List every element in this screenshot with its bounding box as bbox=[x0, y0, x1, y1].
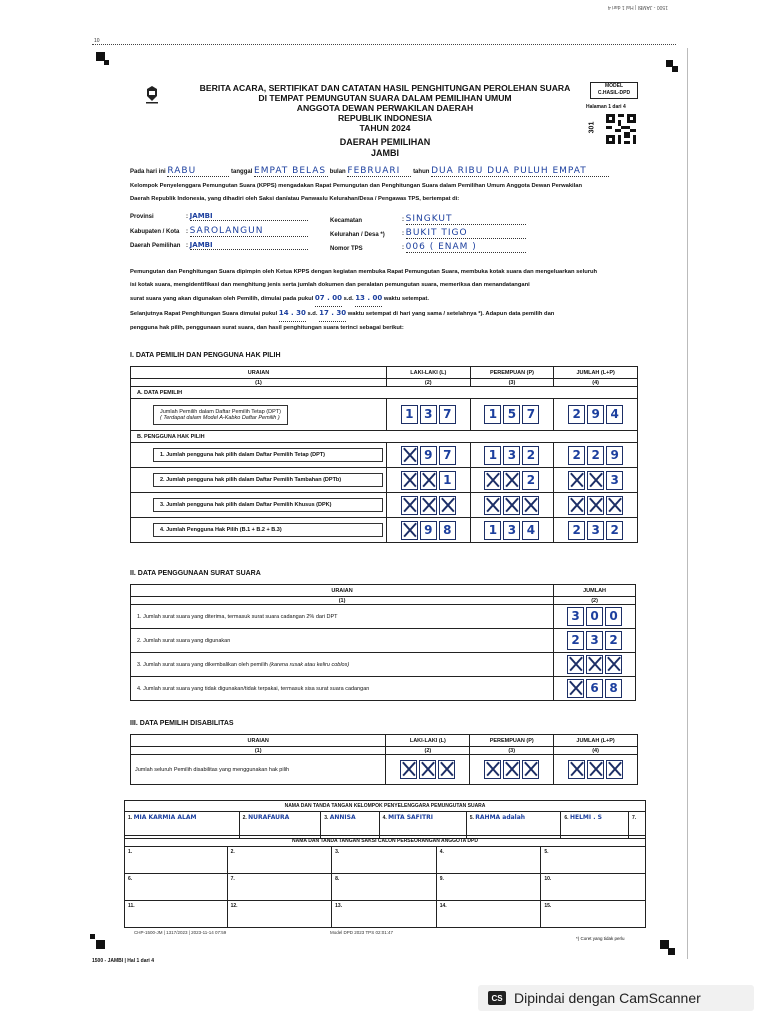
kabupaten-value: SAROLANGUN bbox=[189, 226, 264, 236]
saksi-cell: 1. bbox=[125, 847, 228, 874]
date-line bbox=[130, 166, 609, 177]
col-number-3: (3) bbox=[470, 379, 554, 387]
kpps-number: 3. bbox=[324, 815, 329, 821]
procedure-line-1: Pemungutan dan Penghitungan Suara dipimpin oleh Ketua KPPS dengan kegiatan membuka Rapat Pemungutan Suara, membuka kotak suara dan mengeluarkan seluruh bbox=[130, 269, 598, 275]
b4-perempuan-cells bbox=[470, 518, 554, 543]
b2-jumlah-cells bbox=[554, 468, 638, 493]
signature-table bbox=[124, 800, 646, 839]
registration-mark-bl bbox=[96, 940, 105, 949]
digit-cell: 4 bbox=[606, 405, 623, 424]
b3-perempuan-cells bbox=[470, 493, 554, 518]
saksi-cell: 3. bbox=[332, 847, 437, 874]
procedure-line-5: pengguna hak pilih, penggunaan surat suara, dan hasil penghitungan suara terinci sebagai berikut: bbox=[130, 325, 404, 331]
procedure-line-3-prefix: surat suara yang akan digunakan oleh Pemilih, dimulai pada pukul bbox=[130, 296, 314, 302]
procedure-line-4 bbox=[130, 307, 640, 322]
ballot-row-2-cells bbox=[554, 629, 636, 653]
header-line-2: DI TEMPAT PEMUNGUTAN SUARA DALAM PEMILIHAN UMUM bbox=[258, 93, 512, 103]
b2-label: 2. Jumlah pengguna hak pilih dalam Daftar Pemilih Tambahan (DPTb) bbox=[153, 473, 383, 487]
section-1-title: I. DATA PEMILIH DAN PENGGUNA HAK PILIH bbox=[130, 352, 281, 359]
b1-perempuan-cells bbox=[470, 443, 554, 468]
footer-doc-code: CHP-1500-JM | 1317/2023 | 2023-11-14 07:59 bbox=[134, 930, 227, 935]
kpps-name: HELMI . S bbox=[569, 814, 602, 821]
digit-cell bbox=[605, 655, 622, 674]
tahun-label: tahun bbox=[413, 169, 430, 175]
digit-cell bbox=[606, 496, 623, 515]
procedure-line-3 bbox=[130, 292, 640, 307]
saksi-signature-title: NAMA DAN TANDA TANGAN SAKSI CALON PERSEORANGAN ANGGOTA DPD bbox=[125, 836, 646, 847]
dpt-row-label bbox=[131, 399, 387, 431]
col-number-1: (1) bbox=[131, 379, 387, 387]
digit-cell bbox=[606, 760, 623, 779]
digit-cell: 8 bbox=[605, 679, 622, 698]
tps-value: 006 ( ENAM ) bbox=[405, 242, 477, 252]
kpps-name: MITA SAFITRI bbox=[388, 814, 433, 821]
footer-mid-code: Model DPD 2023 TPS 02:01:47 bbox=[330, 930, 393, 935]
kpps-name: ANNISA bbox=[329, 814, 356, 821]
saksi-cell: 11. bbox=[125, 901, 228, 928]
side-code: 301 bbox=[588, 121, 596, 134]
col-jumlah: JUMLAH (L+P) bbox=[554, 367, 638, 379]
b3-row-label bbox=[131, 493, 387, 518]
digit-cell: 1 bbox=[484, 405, 501, 424]
col-laki: LAKI-LAKI (L) bbox=[386, 367, 470, 379]
b4-label: 4. Jumlah Pengguna Hak Pilih (B.1 + B.2 + B.3) bbox=[153, 523, 383, 537]
digit-cell bbox=[503, 471, 520, 490]
kpps-number: 1. bbox=[128, 815, 133, 821]
digit-cell: 1 bbox=[439, 471, 456, 490]
digit-cell: 9 bbox=[606, 446, 623, 465]
digit-cell: 0 bbox=[605, 607, 622, 626]
saksi-cell: 13. bbox=[332, 901, 437, 928]
b2-perempuan-cells bbox=[470, 468, 554, 493]
digit-cell bbox=[568, 760, 585, 779]
col-uraian-2: URAIAN bbox=[131, 585, 554, 597]
col-jumlah-2: JUMLAH bbox=[554, 585, 636, 597]
sd-1: s.d. bbox=[343, 296, 354, 302]
tps-label: Nomor TPS bbox=[330, 246, 363, 252]
digit-cell bbox=[586, 655, 603, 674]
ballot-row-2-label: 2. Jumlah surat suara yang digunakan bbox=[131, 629, 554, 653]
ballot-row-4-cells bbox=[554, 677, 636, 701]
kpps-number: 2. bbox=[242, 815, 247, 821]
digit-cell bbox=[401, 521, 418, 540]
provinsi-label: Provinsi bbox=[130, 214, 154, 220]
scan-small-code: 10 bbox=[94, 38, 100, 44]
model-line-1: MODEL bbox=[604, 83, 624, 89]
kpps-name: MIA KARMIA ALAM bbox=[133, 814, 197, 821]
registration-mark-tr2 bbox=[672, 66, 678, 72]
intro-line-1: Kelompok Penyelenggara Pemungutan Suara (KPPS) mengadakan Rapat Pemungutan dan Penghitungan Suara dalam Pemilihan Umum Anggota Dewan Perwakilan bbox=[130, 183, 583, 189]
kecamatan-value: SINGKUT bbox=[405, 214, 453, 224]
kecamatan-label: Kecamatan bbox=[330, 218, 363, 224]
disability-jumlah-cells bbox=[554, 755, 638, 785]
bulan-label: bulan bbox=[329, 169, 346, 175]
col-number-4: (4) bbox=[554, 747, 638, 755]
digit-cell bbox=[484, 760, 501, 779]
digit-cell bbox=[401, 446, 418, 465]
saksi-cell: 15. bbox=[541, 901, 646, 928]
col-jumlah-3: JUMLAH (L+P) bbox=[554, 735, 638, 747]
col-number-2: (2) bbox=[386, 379, 470, 387]
group-a-title: A. DATA PEMILIH bbox=[131, 387, 638, 399]
saksi-cell: 2. bbox=[227, 847, 332, 874]
digit-cell: 7 bbox=[439, 405, 456, 424]
ballot-row-3-text: 3. Jumlah surat suara yang dikembalikan oleh pemilih bbox=[137, 661, 268, 668]
digit-cell bbox=[503, 496, 520, 515]
intro-line-2: Daerah Republik Indonesia, yang dihadiri oleh Saksi dan/atau Panwaslu Kelurahan/Desa / Pengawas TPS, bertempat di: bbox=[130, 196, 460, 202]
col-number-2: (2) bbox=[386, 747, 470, 755]
digit-cell bbox=[587, 471, 604, 490]
sd-2: s.d. bbox=[307, 311, 318, 317]
document-header bbox=[180, 83, 590, 158]
col-number-3: (3) bbox=[470, 747, 554, 755]
procedure-line-4-suffix: waktu setempat di hari yang sama / setelahnya *). Adapun data pemilih dan bbox=[347, 311, 555, 317]
kelurahan-field: : BUKIT TIGO bbox=[402, 228, 526, 239]
b1-row-label bbox=[131, 443, 387, 468]
digit-cell: 2 bbox=[522, 446, 539, 465]
header-line-3: ANGGOTA DEWAN PERWAKILAN DAERAH bbox=[296, 103, 474, 113]
saksi-cell: 9. bbox=[436, 874, 541, 901]
kelurahan-label: Kelurahan / Desa *) bbox=[330, 232, 385, 238]
col-uraian-3: URAIAN bbox=[131, 735, 386, 747]
registration-mark-br2 bbox=[668, 948, 675, 955]
header-line-4: REPUBLIK INDONESIA bbox=[337, 113, 433, 123]
dpt-jumlah-cells bbox=[554, 399, 638, 431]
b4-laki-cells bbox=[386, 518, 470, 543]
saksi-cell: 7. bbox=[227, 874, 332, 901]
digit-cell: 3 bbox=[567, 607, 584, 626]
digit-cell bbox=[567, 679, 584, 698]
digit-cell: 9 bbox=[587, 405, 604, 424]
section-3-title: III. DATA PEMILIH DISABILITAS bbox=[130, 720, 234, 727]
procedure-line-4-prefix: Selanjutnya Rapat Penghitungan Suara dimulai pukul bbox=[130, 311, 278, 317]
digit-cell: 2 bbox=[568, 521, 585, 540]
section-2-title: II. DATA PENGGUNAAN SURAT SUARA bbox=[130, 570, 261, 577]
digit-cell bbox=[568, 496, 585, 515]
provinsi-field: : JAMBI bbox=[186, 212, 308, 221]
digit-cell: 1 bbox=[484, 521, 501, 540]
footer-note: *) Coret yang tidak perlu bbox=[576, 936, 625, 941]
saksi-table bbox=[124, 835, 646, 928]
digit-cell: 4 bbox=[522, 521, 539, 540]
count-end-time: 17 . 30 bbox=[319, 309, 347, 317]
digit-cell: 2 bbox=[568, 405, 585, 424]
digit-cell bbox=[438, 760, 455, 779]
tanggal-label: tanggal bbox=[231, 169, 253, 175]
digit-cell: 3 bbox=[503, 521, 520, 540]
region-name: JAMBI bbox=[370, 148, 399, 158]
b3-label: 3. Jumlah pengguna hak pilih dalam Daftar Pemilih Khusus (DPK) bbox=[153, 498, 383, 512]
col-laki-3: LAKI-LAKI (L) bbox=[386, 735, 470, 747]
tps-field: : 006 ( ENAM ) bbox=[402, 242, 526, 253]
disability-laki-cells bbox=[386, 755, 470, 785]
digit-cell: 9 bbox=[420, 521, 437, 540]
tanggal-value: EMPAT BELAS bbox=[254, 166, 327, 176]
b3-laki-cells bbox=[386, 493, 470, 518]
digit-cell: 5 bbox=[503, 405, 520, 424]
ballot-row-1-label: 1. Jumlah surat suara yang diterima, termasuk surat suara cadangan 2% dari DPT bbox=[131, 605, 554, 629]
dpt-label: Jumlah Pemilih dalam Daftar Pemilih Tetap (DPT) bbox=[160, 408, 281, 415]
ballot-row-3-label bbox=[131, 653, 554, 677]
kpps-name: NURAFAURA bbox=[248, 814, 290, 821]
day-value: RABU bbox=[167, 166, 197, 176]
digit-cell: 3 bbox=[606, 471, 623, 490]
b1-jumlah-cells bbox=[554, 443, 638, 468]
kpps-number: 4. bbox=[382, 815, 387, 821]
digit-cell: 3 bbox=[587, 521, 604, 540]
b1-laki-cells bbox=[386, 443, 470, 468]
digit-cell: 3 bbox=[503, 446, 520, 465]
b4-jumlah-cells bbox=[554, 518, 638, 543]
digit-cell: 2 bbox=[568, 446, 585, 465]
kpps-number: 6. bbox=[564, 815, 569, 821]
bulan-value: FEBRUARI bbox=[347, 166, 401, 176]
saksi-cell: 12. bbox=[227, 901, 332, 928]
intro-paragraph bbox=[130, 180, 640, 206]
registration-mark-bl2 bbox=[90, 934, 95, 939]
page-count: Halaman 1 dari 4 bbox=[586, 104, 626, 110]
dpt-perempuan-cells bbox=[470, 399, 554, 431]
digit-cell: 2 bbox=[567, 631, 584, 650]
digit-cell bbox=[587, 760, 604, 779]
col-number-4: (4) bbox=[554, 379, 638, 387]
kpps-number: 7. bbox=[631, 815, 637, 821]
model-box bbox=[590, 82, 638, 99]
start-time: 07 . 00 bbox=[314, 294, 342, 302]
model-line-2: C.HASIL-DPD bbox=[597, 90, 631, 96]
digit-cell bbox=[439, 496, 456, 515]
digit-cell bbox=[503, 760, 520, 779]
ballot-row-3-cells bbox=[554, 653, 636, 677]
provinsi-value: JAMBI bbox=[189, 212, 213, 220]
camscanner-text: Dipindai dengan CamScanner bbox=[514, 990, 701, 1006]
saksi-cell: 5. bbox=[541, 847, 646, 874]
end-time: 13 . 00 bbox=[355, 294, 383, 302]
col-perempuan-3: PEREMPUAN (P) bbox=[470, 735, 554, 747]
header-line-1: BERITA ACARA, SERTIFIKAT DAN CATATAN HASIL PENGHITUNGAN PEROLEHAN SUARA bbox=[199, 83, 571, 93]
camscanner-logo-icon: CS bbox=[488, 991, 506, 1005]
col-number-1: (1) bbox=[131, 597, 554, 605]
disability-table bbox=[130, 734, 638, 785]
ballot-row-1-cells bbox=[554, 605, 636, 629]
dapil-label: Daerah Pemilihan bbox=[130, 243, 181, 249]
digit-cell bbox=[484, 496, 501, 515]
group-b-title: B. PENGGUNA HAK PILIH bbox=[131, 431, 638, 443]
digit-cell: 3 bbox=[420, 405, 437, 424]
disability-perempuan-cells bbox=[470, 755, 554, 785]
disability-row-label: Jumlah seluruh Pemilih disabilitas yang menggunakan hak pilih bbox=[131, 755, 386, 785]
digit-cell bbox=[401, 471, 418, 490]
digit-cell bbox=[400, 760, 417, 779]
qr-code-icon bbox=[606, 114, 636, 144]
saksi-cell: 4. bbox=[436, 847, 541, 874]
dapil-value: JAMBI bbox=[189, 241, 213, 249]
ballot-row-4-label: 4. Jumlah surat suara yang tidak digunakan/tidak terpakai, termasuk sisa surat suara cadangan bbox=[131, 677, 554, 701]
dpt-laki-cells bbox=[386, 399, 470, 431]
digit-cell: 0 bbox=[586, 607, 603, 626]
kabupaten-field: : SAROLANGUN bbox=[186, 226, 308, 237]
b2-laki-cells bbox=[386, 468, 470, 493]
ballot-row-3-note: (karena rusak atau keliru coblos) bbox=[269, 661, 350, 668]
footer-page: 1500 - JAMBI | Hal 1 dari 4 bbox=[92, 958, 154, 964]
digit-cell: 1 bbox=[484, 446, 501, 465]
digit-cell: 3 bbox=[586, 631, 603, 650]
kabupaten-label: Kabupaten / Kota bbox=[130, 229, 180, 235]
digit-cell bbox=[522, 760, 539, 779]
page-edge bbox=[687, 48, 688, 959]
saksi-cell: 6. bbox=[125, 874, 228, 901]
digit-cell: 6 bbox=[586, 679, 603, 698]
col-number-2: (2) bbox=[554, 597, 636, 605]
date-prefix: Pada hari ini bbox=[130, 169, 166, 175]
voter-data-table bbox=[130, 366, 638, 543]
digit-cell bbox=[401, 496, 418, 515]
dapil-field: : JAMBI bbox=[186, 241, 308, 250]
header-line-5: TAHUN 2024 bbox=[359, 123, 411, 133]
digit-cell bbox=[522, 496, 539, 515]
digit-cell: 2 bbox=[606, 521, 623, 540]
b2-row-label bbox=[131, 468, 387, 493]
saksi-cell: 14. bbox=[436, 901, 541, 928]
digit-cell: 7 bbox=[522, 405, 539, 424]
kpps-number: 5. bbox=[469, 815, 474, 821]
kpps-name: RAHMA adalah bbox=[475, 814, 526, 821]
digit-cell bbox=[419, 760, 436, 779]
col-perempuan: PEREMPUAN (P) bbox=[470, 367, 554, 379]
digit-cell: 2 bbox=[587, 446, 604, 465]
digit-cell: 9 bbox=[420, 446, 437, 465]
digit-cell bbox=[567, 655, 584, 674]
procedure-paragraph bbox=[130, 266, 640, 335]
scan-top-code: 1500 - JAMBI | Hal 1 dari 4 bbox=[608, 4, 668, 10]
saksi-cell: 10. bbox=[541, 874, 646, 901]
tahun-value: DUA RIBU DUA PULUH EMPAT bbox=[431, 166, 587, 176]
kpps-signature-title: NAMA DAN TANDA TANGAN KELOMPOK PENYELENGGARA PEMUNGUTAN SUARA bbox=[125, 801, 646, 812]
digit-cell: 8 bbox=[439, 521, 456, 540]
digit-cell bbox=[484, 471, 501, 490]
count-start-time: 14 . 30 bbox=[278, 309, 306, 317]
digit-cell bbox=[420, 496, 437, 515]
saksi-cell: 8. bbox=[332, 874, 437, 901]
col-uraian: URAIAN bbox=[131, 367, 387, 379]
col-number-1: (1) bbox=[131, 747, 386, 755]
b4-row-label bbox=[131, 518, 387, 543]
digit-cell: 1 bbox=[401, 405, 418, 424]
region-label: DAERAH PEMILIHAN bbox=[339, 137, 431, 147]
kpu-logo-icon bbox=[145, 86, 159, 104]
digit-cell bbox=[568, 471, 585, 490]
kelurahan-value: BUKIT TIGO bbox=[405, 228, 468, 238]
procedure-line-3-suffix: waktu setempat. bbox=[383, 296, 429, 302]
digit-cell: 2 bbox=[522, 471, 539, 490]
digit-cell bbox=[420, 471, 437, 490]
kecamatan-field: : SINGKUT bbox=[402, 214, 526, 225]
procedure-line-2: isi kotak suara, mengidentifikasi dan menghitung jenis serta jumlah dokumen dan peralatan pemungutan suara, memeriksa dan menandatangani bbox=[130, 282, 530, 288]
dpt-note: ( Terdapat dalam Model A-Kabko Daftar Pemilih ) bbox=[160, 414, 280, 421]
digit-cell: 2 bbox=[605, 631, 622, 650]
perforation-line bbox=[92, 44, 676, 45]
digit-cell: 7 bbox=[439, 446, 456, 465]
camscanner-watermark bbox=[478, 985, 754, 1011]
b1-label: 1. Jumlah pengguna hak pilih dalam Daftar Pemilih Tetap (DPT) bbox=[153, 448, 383, 462]
registration-mark-tl2 bbox=[104, 60, 109, 65]
digit-cell bbox=[587, 496, 604, 515]
b3-jumlah-cells bbox=[554, 493, 638, 518]
ballot-usage-table bbox=[130, 584, 636, 701]
